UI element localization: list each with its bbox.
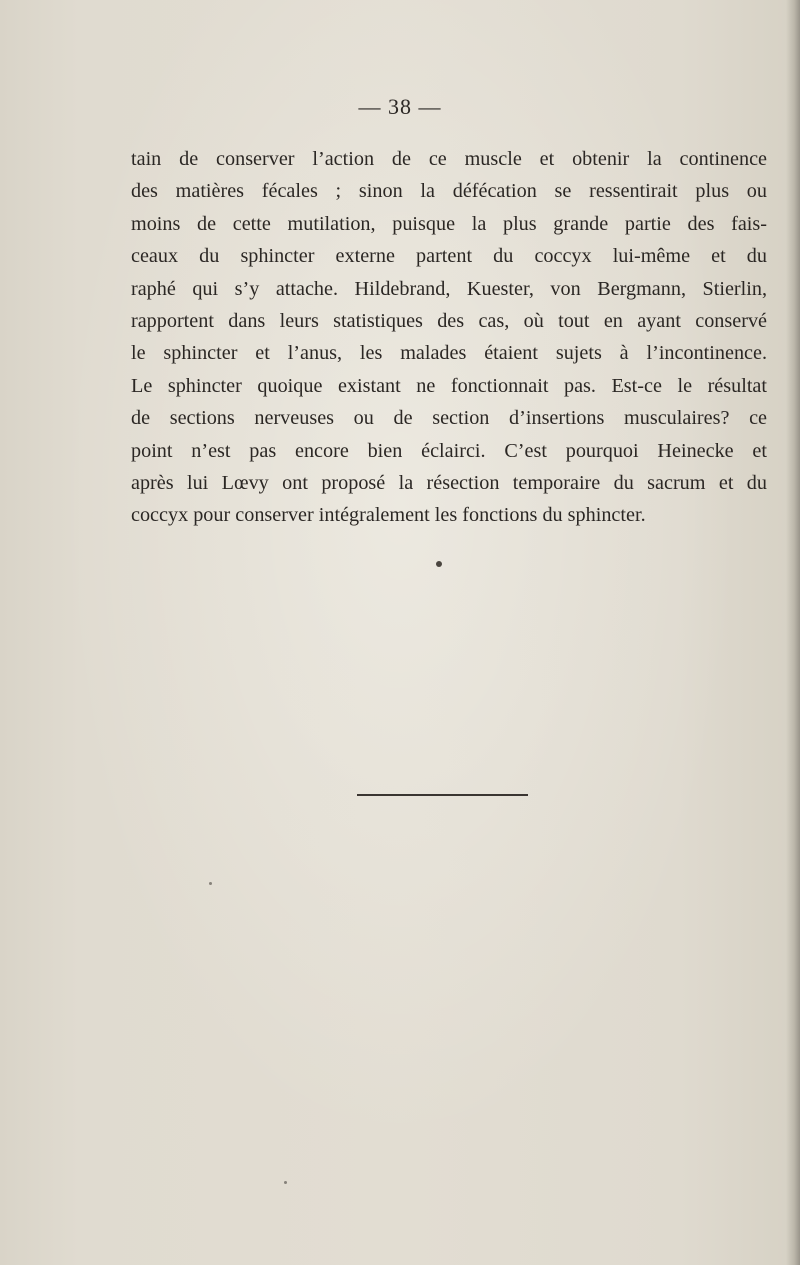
page-edge-shadow (786, 0, 800, 1265)
paper-speck (436, 561, 442, 567)
text-line: le sphincter et l’anus, les malades étaient sujets à l’incontinence. (131, 342, 767, 365)
text-line: Le sphincter quoique existant ne fonctionnait pas. Est-ce le résultat (131, 374, 767, 397)
text-line: raphé qui s’y attache. Hildebrand, Kuester, von Bergmann, Stierlin, (131, 277, 767, 300)
text-line: après lui Lœvy ont proposé la résection temporaire du sacrum et du (131, 472, 767, 495)
body-paragraph (131, 143, 767, 532)
section-rule (357, 794, 528, 796)
text-line: des matières fécales ; sinon la défécation se ressentirait plus ou (131, 180, 767, 203)
text-line: tain de conserver l’action de ce muscle et obtenir la continence (131, 148, 767, 170)
text-line: moins de cette mutilation, puisque la plus grande partie des fais- (131, 212, 767, 235)
text-line: ceaux du sphincter externe partent du coccyx lui-même et du (131, 245, 767, 268)
paper-speck (284, 1181, 287, 1184)
paper-speck (209, 882, 212, 885)
text-line: de sections nerveuses ou de section d’insertions musculaires? ce (131, 407, 767, 430)
text-line: point n’est pas encore bien éclairci. C’est pourquoi Heinecke et (131, 439, 767, 462)
page-number: — 38 — (358, 94, 442, 119)
text-line: rapportent dans leurs statistiques des cas, où tout en ayant conservé (131, 310, 767, 333)
text-line: coccyx pour conserver intégralement les fonctions du sphincter. (131, 504, 646, 527)
